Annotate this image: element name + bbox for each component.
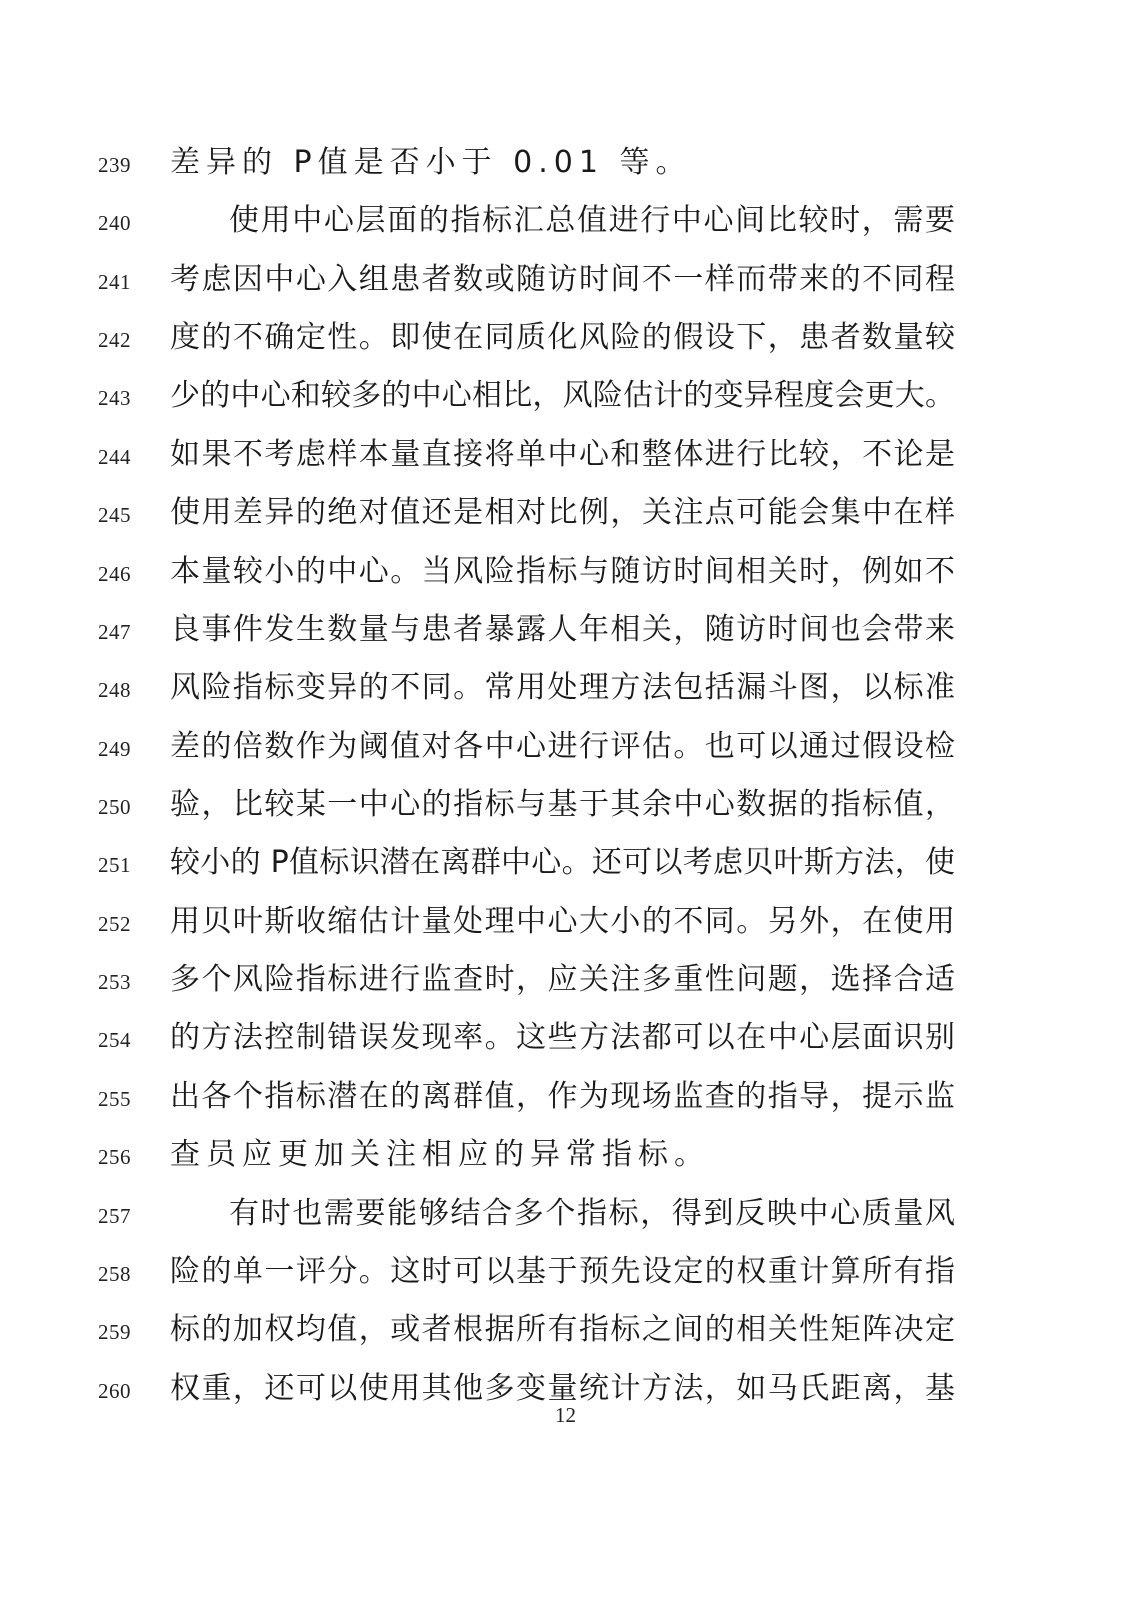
line-text: 有时也需要能够结合多个指标，得到反映中心质量风 [229, 1196, 955, 1231]
line-text: 验，比较某一中心的指标与基于其余中心数据的指标值， [170, 787, 955, 822]
text-line [0, 318, 1131, 358]
line-number: 245 [98, 503, 131, 527]
line-text: 出各个指标潜在的离群值，作为现场监查的指导，提示监 [170, 1079, 955, 1114]
line-number: 243 [98, 386, 131, 410]
line-text: 使用差异的绝对值还是相对比例，关注点可能会集中在样 [170, 495, 955, 530]
line-number: 249 [98, 737, 131, 761]
text-line [0, 610, 1131, 650]
line-number: 256 [98, 1145, 131, 1169]
text-line [0, 1310, 1131, 1350]
line-text: 使用中心层面的指标汇总值进行中心间比较时，需要 [229, 203, 955, 238]
text-line [0, 668, 1131, 708]
line-number: 260 [98, 1379, 131, 1403]
line-number: 257 [98, 1204, 131, 1228]
text-line [0, 376, 1131, 416]
text-line [0, 143, 1131, 183]
line-text: 的方法控制错误发现率。这些方法都可以在中心层面识别 [170, 1020, 955, 1055]
line-number: 242 [98, 328, 131, 352]
text-line [0, 260, 1131, 300]
line-text: 差的倍数作为阈值对各中心进行评估。也可以通过假设检 [170, 729, 955, 764]
line-text: 用贝叶斯收缩估计量处理中心大小的不同。另外，在使用 [170, 904, 955, 939]
line-text: 险的单一评分。这时可以基于预先设定的权重计算所有指 [170, 1254, 955, 1289]
line-number: 239 [98, 153, 131, 177]
line-text: 多个风险指标进行监查时，应关注多重性问题，选择合适 [170, 962, 955, 997]
line-text: 权重，还可以使用其他多变量统计方法，如马氏距离，基 [170, 1371, 955, 1406]
text-line [0, 435, 1131, 475]
text-line [0, 493, 1131, 533]
text-line [0, 1077, 1131, 1117]
line-number: 241 [98, 270, 131, 294]
line-number: 246 [98, 562, 131, 586]
line-text: 本量较小的中心。当风险指标与随访时间相关时，例如不 [170, 554, 955, 589]
line-number: 253 [98, 970, 131, 994]
line-number: 244 [98, 445, 131, 469]
line-text: 良事件发生数量与患者暴露人年相关，随访时间也会带来 [170, 612, 955, 647]
line-number: 250 [98, 795, 131, 819]
line-number: 248 [98, 678, 131, 702]
text-line [0, 201, 1131, 241]
line-text: 考虑因中心入组患者数或随访时间不一样而带来的不同程 [170, 262, 955, 297]
text-line [0, 552, 1131, 592]
line-number: 254 [98, 1028, 131, 1052]
text-line [0, 727, 1131, 767]
text-line [0, 843, 1131, 883]
text-line [0, 902, 1131, 942]
line-text: 少的中心和较多的中心相比，风险估计的变异程度会更大。 [170, 378, 955, 413]
line-text: 较小的 P值标识潜在离群中心。还可以考虑贝叶斯方法，使 [170, 845, 955, 880]
line-text: 风险指标变异的不同。常用处理方法包括漏斗图，以标准 [170, 670, 955, 705]
line-text: 标的加权均值，或者根据所有指标之间的相关性矩阵决定 [170, 1312, 955, 1347]
line-number: 258 [98, 1262, 131, 1286]
text-line [0, 1018, 1131, 1058]
line-number: 252 [98, 912, 131, 936]
text-line [0, 1194, 1131, 1234]
line-number: 255 [98, 1087, 131, 1111]
text-line [0, 1135, 1131, 1175]
line-number: 259 [98, 1320, 131, 1344]
page-number: 12 [555, 1403, 576, 1427]
text-line [0, 1252, 1131, 1292]
line-text: 查员应更加关注相应的异常指标。 [170, 1137, 710, 1172]
line-number: 247 [98, 620, 131, 644]
line-number: 240 [98, 211, 131, 235]
line-text: 度的不确定性。即使在同质化风险的假设下，患者数量较 [170, 320, 955, 355]
line-number: 251 [98, 853, 131, 877]
line-text: 如果不考虑样本量直接将单中心和整体进行比较，不论是 [170, 437, 955, 472]
text-line [0, 960, 1131, 1000]
line-text: 差异的 P值是否小于 0.01 等。 [170, 145, 692, 180]
text-line [0, 785, 1131, 825]
